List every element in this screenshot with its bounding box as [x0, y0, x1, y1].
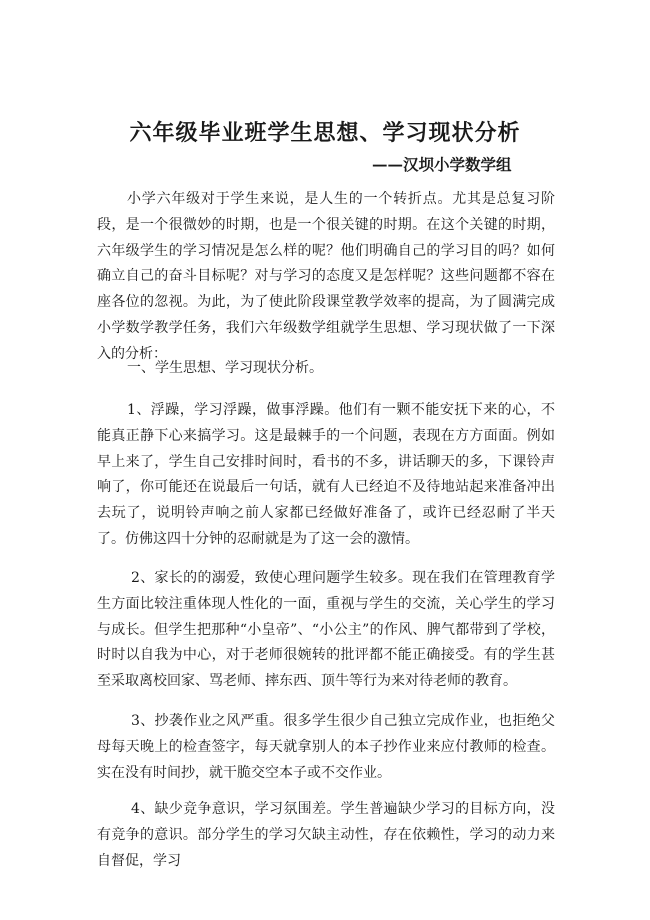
point-paragraph-3: 3、抄袭作业之风严重。很多学生很少自己独立完成作业，也拒绝父母每天晚上的检查签字，每天就拿别人的本子抄作业来应付教师的检查。实在没有时间抄，就干脆交空本子或不交作业。: [97, 713, 555, 781]
section-heading: 一、学生思想、学习现状分析。: [127, 360, 323, 376]
document-title: 六年级毕业班学生思想、学习现状分析: [129, 120, 521, 146]
point-paragraph-2: 2、家长的的溺爱，致使心理问题学生较多。现在我们在管理教育学生方面比较注重体现人性化的一面，重视与学生的交流，关心学生的学习与成长。但学生把那种“小皇帝”、“小公主”的作风、脾气都带到了学校，时时以自我为中心，对于老师很婉转的批评都不能正确接受。有的学生甚至采取离校回家、骂老师、摔东西、顶牛等行为来对待老师的教育。: [97, 570, 555, 690]
document-author: ——汉坝小学数学组: [372, 155, 512, 174]
intro-paragraph: 小学六年级对于学生来说，是人生的一个转折点。尤其是总复习阶段，是一个很微妙的时期，也是一个很关键的时期。在这个关键的时期，六年级学生的学习情况是怎么样的呢？他们明确自己的学习目的吗？如何确立自己的奋斗目标呢？对与学习的态度又是怎样呢？这些问题都不容在座各位的忽视。为此，为了使此阶段课堂教学效率的提高，为了圆满完成小学数学教学任务，我们六年级数学组就学生思想、学习现状做了一下深入的分析：: [97, 191, 555, 362]
point-paragraph-4: 4、缺少竞争意识，学习氛围差。学生普遍缺少学习的目标方向，没有竞争的意识。部分学生的学习欠缺主动性，存在依赖性，学习的动力来自督促，学习: [97, 801, 555, 869]
point-paragraph-1: 1、浮躁，学习浮躁，做事浮躁。他们有一颗不能安抚下来的心，不能真正静下心来搞学习。这是最棘手的一个问题，表现在方方面面。例如早上来了，学生自己安排时间时，看书的不多，讲话聊天的多，下课铃声响了，你可能还在说最后一句话，就有人已经迫不及待地站起来准备冲出去玩了，说明铃声响之前人家都已经做好准备了，或许已经忍耐了半天了。仿佛这四十分钟的忍耐就是为了这一会的激情。: [97, 402, 555, 547]
